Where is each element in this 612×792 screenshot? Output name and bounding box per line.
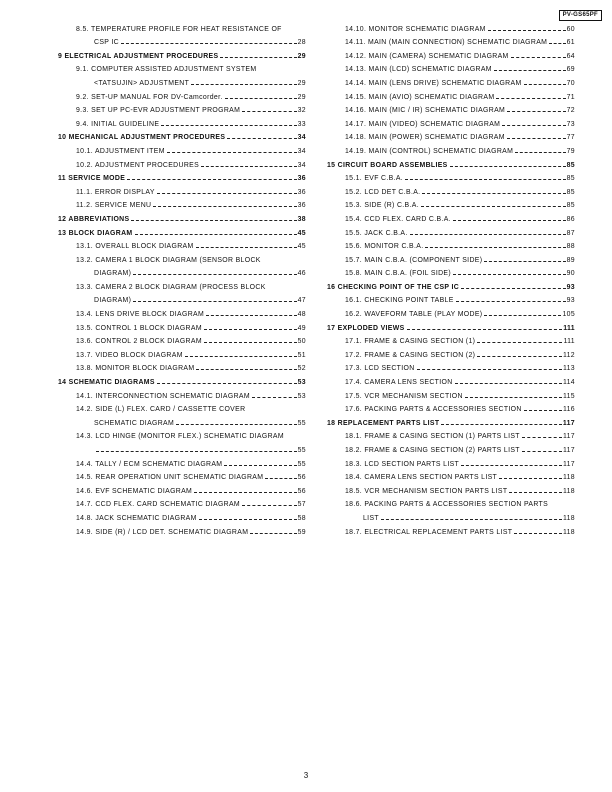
toc-entry-page: 87 xyxy=(566,229,575,237)
toc-entry-page: 28 xyxy=(297,39,306,47)
toc-entry-title: 16.2. WAVEFORM TABLE (PLAY MODE) xyxy=(345,311,483,319)
toc-entry[interactable] xyxy=(327,182,575,196)
toc-entry-page: 46 xyxy=(297,270,306,278)
dot-leader xyxy=(161,125,296,126)
dot-leader xyxy=(206,315,297,316)
toc-entry-page: 85 xyxy=(566,188,575,196)
dot-leader xyxy=(127,179,296,180)
model-badge: PV-GS65PF xyxy=(559,10,602,21)
toc-entry-title: 14.5. REAR OPERATION UNIT SCHEMATIC DIAGRAM xyxy=(76,474,264,482)
toc-entry-page: 85 xyxy=(566,175,575,183)
toc-entry[interactable] xyxy=(327,264,575,278)
dot-leader xyxy=(450,166,566,167)
toc-entry-page: 117 xyxy=(562,460,575,468)
dot-leader xyxy=(131,220,296,221)
toc-entry-title: CSP IC xyxy=(94,39,119,47)
toc-entry[interactable] xyxy=(327,372,575,386)
toc-entry-title: 14.14. MAIN (LENS DRIVE) SCHEMATIC DIAGRAM xyxy=(345,79,522,87)
toc-entry-page: 36 xyxy=(297,202,306,210)
toc-entry-page: 57 xyxy=(297,501,306,509)
dot-leader xyxy=(191,84,296,85)
dot-leader xyxy=(477,342,562,343)
dot-leader xyxy=(461,465,562,466)
toc-entry-page: 93 xyxy=(566,297,575,305)
toc-entry[interactable] xyxy=(58,264,306,278)
toc-entry-page: 90 xyxy=(566,270,575,278)
toc-section-entry[interactable] xyxy=(58,223,306,237)
toc-entry-title: 9.1. COMPUTER ASSISTED ADJUSTMENT SYSTEM xyxy=(76,66,257,74)
toc-entry[interactable] xyxy=(327,481,575,495)
dot-leader xyxy=(522,451,562,452)
dot-leader xyxy=(477,356,562,357)
toc-section-entry[interactable] xyxy=(58,128,306,142)
toc-entry[interactable] xyxy=(327,440,575,454)
toc-entry-title: 14.2. SIDE (L) FLEX. CARD / CASSETTE COVER xyxy=(76,406,246,414)
toc-entry-page: 77 xyxy=(566,134,575,142)
toc-entry[interactable] xyxy=(58,304,306,318)
toc-entry[interactable] xyxy=(327,114,575,128)
toc-entry-page: 32 xyxy=(297,107,306,115)
toc-entry-page: 117 xyxy=(562,447,575,454)
dot-leader xyxy=(524,84,566,85)
dot-leader xyxy=(407,329,563,330)
toc-entry[interactable] xyxy=(327,345,575,359)
toc-entry-title: 18.4. CAMERA LENS SECTION PARTS LIST xyxy=(345,474,498,482)
toc-entry-title: 9.4. INITIAL GUIDELINE xyxy=(76,120,160,128)
toc-entry[interactable] xyxy=(58,101,306,115)
toc-entry-page: 56 xyxy=(297,474,306,482)
toc-entry-page: 85 xyxy=(566,161,575,169)
toc-entry-title: 15.3. SIDE (R) C.B.A. xyxy=(345,202,419,210)
toc-entry[interactable] xyxy=(58,141,306,155)
dot-leader xyxy=(410,234,566,235)
toc-entry-title: DIAGRAM) xyxy=(94,270,132,278)
toc-entry-page: 34 xyxy=(297,134,306,142)
dot-leader xyxy=(242,505,297,506)
toc-entry-page: 118 xyxy=(562,514,575,522)
toc-entry-title: 17.4. CAMERA LENS SECTION xyxy=(345,379,453,387)
toc-entry[interactable] xyxy=(327,454,575,468)
toc-entry-title: 18.5. VCR MECHANISM SECTION PARTS LIST xyxy=(345,487,508,495)
toc-entry-page: 29 xyxy=(297,79,306,87)
dot-leader xyxy=(176,424,297,425)
toc-entry-page: 45 xyxy=(297,229,306,237)
toc-section-entry[interactable] xyxy=(327,155,575,169)
dot-leader xyxy=(133,301,296,302)
toc-entry-title: 14.17. MAIN (VIDEO) SCHEMATIC DIAGRAM xyxy=(345,120,501,128)
toc-entry-title: 17.5. VCR MECHANISM SECTION xyxy=(345,392,463,400)
toc-entry[interactable] xyxy=(58,427,306,441)
toc-entry-page: 93 xyxy=(566,283,575,291)
toc-entry-page: 73 xyxy=(566,120,575,128)
toc-entry-title: 13.1. OVERALL BLOCK DIAGRAM xyxy=(76,243,194,251)
dot-leader xyxy=(135,234,297,235)
toc-entry-page: 47 xyxy=(297,297,306,305)
dot-leader xyxy=(509,492,562,493)
toc-entry-title: 9.2. SET-UP MANUAL FOR DV-Camcorder. xyxy=(76,93,223,101)
dot-leader xyxy=(484,315,561,316)
toc-entry-title: 18.6. PACKING PARTS & ACCESSORIES SECTION PARTS xyxy=(345,501,549,509)
toc-entry-title: 15.6. MONITOR C.B.A. xyxy=(345,243,424,251)
toc-entry-title: 15 CIRCUIT BOARD ASSEMBLIES xyxy=(327,161,448,169)
toc-entry[interactable] xyxy=(327,223,575,237)
toc-entry-page: 117 xyxy=(562,433,575,441)
toc-entry-title: 18.2. FRAME & CASING SECTION (2) PARTS LIST xyxy=(345,447,520,454)
toc-entry-page: 55 xyxy=(297,447,306,454)
page-number: 3 xyxy=(303,771,309,780)
toc-entry[interactable] xyxy=(327,196,575,210)
toc-entry-page: 105 xyxy=(562,311,575,319)
toc-entry-title: 14.8. JACK SCHEMATIC DIAGRAM xyxy=(76,514,197,522)
toc-entry-title: 13.5. CONTROL 1 BLOCK DIAGRAM xyxy=(76,324,202,332)
toc-section-entry[interactable] xyxy=(58,209,306,223)
toc-entry-title: 11.2. SERVICE MENU xyxy=(76,202,152,210)
dot-leader xyxy=(524,410,562,411)
toc-entry[interactable] xyxy=(327,495,575,509)
toc-entry-title: 14.15. MAIN (AVIO) SCHEMATIC DIAGRAM xyxy=(345,93,495,101)
toc-entry[interactable] xyxy=(327,19,575,33)
toc-right-column xyxy=(327,19,575,536)
toc-entry-title: 14.7. CCD FLEX. CARD SCHEMATIC DIAGRAM xyxy=(76,501,241,509)
toc-entry-page: 33 xyxy=(297,120,306,128)
toc-entry-title: 17.2. FRAME & CASING SECTION (2) xyxy=(345,351,476,359)
toc-entry-title: 14.4. TALLY / ECM SCHEMATIC DIAGRAM xyxy=(76,460,223,468)
toc-entry[interactable] xyxy=(58,481,306,495)
toc-entry-title: 18.3. LCD SECTION PARTS LIST xyxy=(345,460,460,468)
toc-entry-title: 13.7. VIDEO BLOCK DIAGRAM xyxy=(76,351,183,359)
toc-section-entry[interactable] xyxy=(58,169,306,183)
dot-leader xyxy=(252,397,297,398)
toc-entry[interactable] xyxy=(58,359,306,373)
toc-left-column xyxy=(58,19,306,536)
dot-leader xyxy=(522,437,562,438)
dot-leader xyxy=(465,397,562,398)
toc-entry-page: 60 xyxy=(566,25,575,33)
dot-leader xyxy=(227,138,296,139)
toc-entry[interactable] xyxy=(58,495,306,509)
toc-entry[interactable] xyxy=(327,73,575,87)
toc-entry-page: 36 xyxy=(297,175,306,183)
toc-entry[interactable] xyxy=(58,413,306,427)
toc-entry-title: 13 BLOCK DIAGRAM xyxy=(58,229,133,237)
dot-leader xyxy=(199,519,297,520)
dot-leader xyxy=(515,152,565,153)
toc-entry-title: 14.13. MAIN (LCD) SCHEMATIC DIAGRAM xyxy=(345,66,492,74)
toc-entry[interactable] xyxy=(58,237,306,251)
dot-leader xyxy=(417,369,562,370)
toc-entry[interactable] xyxy=(327,87,575,101)
toc-entry[interactable] xyxy=(58,87,306,101)
toc-entry[interactable] xyxy=(58,182,306,196)
toc-entry-title: 16 CHECKING POINT OF THE CSP IC xyxy=(327,283,460,291)
toc-entry-title: 14.6. EVF SCHEMATIC DIAGRAM xyxy=(76,487,193,495)
dot-leader xyxy=(204,329,297,330)
dot-leader xyxy=(425,247,565,248)
toc-entry-title: 15.1. EVF C.B.A. xyxy=(345,175,404,183)
dot-leader xyxy=(133,274,296,275)
dot-leader xyxy=(499,478,562,479)
toc-entry[interactable] xyxy=(327,508,575,522)
toc-entry[interactable] xyxy=(327,33,575,47)
toc-entry-page: 29 xyxy=(297,93,306,101)
dot-leader xyxy=(453,274,566,275)
toc-entry-title: DIAGRAM) xyxy=(94,297,132,305)
toc-entry[interactable] xyxy=(58,400,306,414)
toc-entry[interactable] xyxy=(58,250,306,264)
toc-entry-page: 85 xyxy=(566,202,575,210)
toc-entry-title: LIST xyxy=(363,514,379,522)
dot-leader xyxy=(507,111,566,112)
dot-leader xyxy=(514,533,562,534)
toc-entry[interactable] xyxy=(327,250,575,264)
toc-entry-page: 55 xyxy=(297,419,306,427)
toc-entry-title: 10.1. ADJUSTMENT ITEM xyxy=(76,147,165,155)
toc-entry[interactable] xyxy=(58,454,306,468)
toc-entry-page: 38 xyxy=(297,215,306,223)
dot-leader xyxy=(453,220,566,221)
toc-entry-title: 8.5. TEMPERATURE PROFILE FOR HEAT RESISTANCE OF xyxy=(76,25,282,33)
toc-entry-title: <TATSUJIN> ADJUSTMENT xyxy=(94,79,190,87)
dot-leader xyxy=(511,57,566,58)
toc-entry-page: 29 xyxy=(297,52,306,60)
toc-entry[interactable] xyxy=(327,101,575,115)
toc-entry[interactable] xyxy=(58,73,306,87)
dot-leader xyxy=(507,138,566,139)
toc-entry-title: 17.1. FRAME & CASING SECTION (1) xyxy=(345,338,476,346)
dot-leader xyxy=(265,478,296,479)
toc-entry-page: 52 xyxy=(297,365,306,373)
toc-section-entry[interactable] xyxy=(327,318,575,332)
toc-entry-title: 13.3. CAMERA 2 BLOCK DIAGRAM (PROCESS BLOCK xyxy=(76,283,266,291)
dot-leader xyxy=(157,193,297,194)
toc-entry[interactable] xyxy=(58,19,306,33)
toc-entry-page: 48 xyxy=(297,311,306,319)
toc-entry-page: 34 xyxy=(297,161,306,169)
dot-leader xyxy=(201,166,297,167)
toc-entry-title: 11 SERVICE MODE xyxy=(58,175,126,183)
toc-entry[interactable] xyxy=(58,386,306,400)
toc-entry-page: 115 xyxy=(562,392,575,400)
toc-entry[interactable] xyxy=(58,332,306,346)
toc-entry[interactable] xyxy=(327,141,575,155)
toc-entry-title: 14.12. MAIN (CAMERA) SCHEMATIC DIAGRAM xyxy=(345,52,509,60)
dot-leader xyxy=(456,301,566,302)
toc-entry-title: 12 ABBREVIATIONS xyxy=(58,215,130,223)
toc-entry[interactable] xyxy=(58,522,306,536)
toc-entry-title: 14.16. MAIN (MIC / IR) SCHEMATIC DIAGRAM xyxy=(345,107,506,115)
toc-entry-title: 15.7. MAIN C.B.A. (COMPONENT SIDE) xyxy=(345,256,483,264)
toc-entry[interactable] xyxy=(327,304,575,318)
toc-entry-title: 15.2. LCD DET C.B.A. xyxy=(345,188,421,196)
toc-entry-page: 79 xyxy=(566,147,575,155)
toc-entry-title: 15.5. JACK C.B.A. xyxy=(345,229,408,237)
toc-entry-page: 55 xyxy=(297,460,306,468)
toc-entry-page: 56 xyxy=(297,487,306,495)
toc-entry-title: 14.19. MAIN (CONTROL) SCHEMATIC DIAGRAM xyxy=(345,147,514,155)
toc-entry-page: 118 xyxy=(562,487,575,495)
toc-entry-page: 71 xyxy=(566,93,575,101)
toc-entry-title: 17.3. LCD SECTION xyxy=(345,365,415,373)
toc-entry[interactable] xyxy=(327,128,575,142)
toc-entry[interactable] xyxy=(327,468,575,482)
toc-entry-title: 9.3. SET UP PC-EVR ADJUSTMENT PROGRAM xyxy=(76,107,241,115)
dot-leader xyxy=(157,383,297,384)
dot-leader xyxy=(421,206,566,207)
toc-entry-page: 118 xyxy=(562,528,575,536)
toc-entry-title: SCHEMATIC DIAGRAM xyxy=(94,419,175,427)
toc-section-entry[interactable] xyxy=(58,46,306,60)
toc-entry-title: 16.1. CHECKING POINT TABLE xyxy=(345,297,454,305)
toc-section-entry[interactable] xyxy=(58,372,306,386)
dot-leader xyxy=(405,179,566,180)
dot-leader xyxy=(242,111,296,112)
toc-entry-page: 113 xyxy=(562,365,575,373)
toc-entry-page: 117 xyxy=(562,419,575,427)
dot-leader xyxy=(494,70,566,71)
toc-entry-page: 111 xyxy=(563,338,575,346)
toc-entry[interactable] xyxy=(327,332,575,346)
toc-entry[interactable] xyxy=(58,291,306,305)
toc-entry-page: 118 xyxy=(562,474,575,482)
toc-entry-title: 17.6. PACKING PARTS & ACCESSORIES SECTION xyxy=(345,406,522,414)
toc-entry-page: 111 xyxy=(563,324,575,332)
dot-leader xyxy=(194,492,296,493)
dot-leader xyxy=(484,261,565,262)
dot-leader xyxy=(455,383,562,384)
toc-entry-title: 11.1. ERROR DISPLAY xyxy=(76,188,155,196)
dot-leader xyxy=(153,206,296,207)
toc-entry[interactable] xyxy=(327,46,575,60)
toc-entry-page: 69 xyxy=(566,66,575,74)
toc-entry-title: 17 EXPLODED VIEWS xyxy=(327,324,405,332)
toc-entry-page: 89 xyxy=(566,256,575,264)
toc-entry-page: 36 xyxy=(297,188,306,196)
toc-entry[interactable] xyxy=(327,386,575,400)
toc-entry[interactable] xyxy=(58,508,306,522)
toc-entry-page: 61 xyxy=(566,39,575,47)
toc-entry[interactable] xyxy=(327,427,575,441)
toc-section-entry[interactable] xyxy=(327,277,575,291)
dot-leader xyxy=(441,424,561,425)
toc-entry-title: 14.9. SIDE (R) / LCD DET. SCHEMATIC DIAGRAM xyxy=(76,528,249,536)
toc-entry-page: 59 xyxy=(297,528,306,536)
dot-leader xyxy=(381,519,562,520)
toc-entry[interactable] xyxy=(327,400,575,414)
dot-leader xyxy=(185,356,297,357)
toc-entry-title: 10 MECHANICAL ADJUSTMENT PROCEDURES xyxy=(58,134,226,142)
toc-entry[interactable] xyxy=(58,468,306,482)
toc-entry-page: 51 xyxy=(297,351,306,359)
toc-entry-page: 50 xyxy=(297,338,306,346)
toc-entry[interactable] xyxy=(327,60,575,74)
toc-entry[interactable] xyxy=(327,169,575,183)
toc-entry[interactable] xyxy=(58,277,306,291)
toc-entry-page: 58 xyxy=(297,514,306,522)
toc-entry-title: 15.4. CCD FLEX. CARD C.B.A. xyxy=(345,215,451,223)
toc-entry[interactable] xyxy=(327,237,575,251)
toc-entry[interactable] xyxy=(58,60,306,74)
dot-leader xyxy=(196,369,296,370)
toc-entry-page: 114 xyxy=(562,379,575,387)
dot-leader xyxy=(496,98,565,99)
dot-leader xyxy=(96,451,297,452)
toc-entry-page: 45 xyxy=(297,243,306,251)
dot-leader xyxy=(502,125,565,126)
toc-entry-page: 64 xyxy=(566,52,575,60)
toc-entry-title: 18.1. FRAME & CASING SECTION (1) PARTS LIST xyxy=(345,433,520,441)
toc-entry[interactable] xyxy=(58,196,306,210)
toc-entry[interactable] xyxy=(58,345,306,359)
toc-entry-page: 53 xyxy=(297,392,306,400)
dot-leader xyxy=(224,465,296,466)
toc-entry[interactable] xyxy=(58,318,306,332)
toc-entry[interactable] xyxy=(58,440,306,454)
dot-leader xyxy=(121,43,297,44)
toc-entry-title: 10.2. ADJUSTMENT PROCEDURES xyxy=(76,161,200,169)
toc-entry[interactable] xyxy=(58,33,306,47)
toc-entry-title: 13.6. CONTROL 2 BLOCK DIAGRAM xyxy=(76,338,202,346)
toc-entry-title: 14.10. MONITOR SCHEMATIC DIAGRAM xyxy=(345,25,486,33)
toc-entry-title: 18 REPLACEMENT PARTS LIST xyxy=(327,419,440,427)
toc-entry[interactable] xyxy=(327,291,575,305)
toc-entry-page: 86 xyxy=(566,215,575,223)
toc-entry-page: 53 xyxy=(297,379,306,387)
toc-entry[interactable] xyxy=(58,114,306,128)
dot-leader xyxy=(196,247,297,248)
toc-section-entry[interactable] xyxy=(327,413,575,427)
toc-entry[interactable] xyxy=(327,522,575,536)
toc-entry[interactable] xyxy=(327,359,575,373)
toc-entry-page: 88 xyxy=(566,243,575,251)
toc-entry-title: 15.8. MAIN C.B.A. (FOIL SIDE) xyxy=(345,270,452,278)
toc-entry-page: 72 xyxy=(566,107,575,115)
dot-leader xyxy=(250,533,296,534)
toc-entry-title: 14.11. MAIN (MAIN CONNECTION) SCHEMATIC DIAGRAM xyxy=(345,39,548,47)
dot-leader xyxy=(220,57,296,58)
toc-entry-title: 13.2. CAMERA 1 BLOCK DIAGRAM (SENSOR BLOCK xyxy=(76,256,261,264)
dot-leader xyxy=(225,98,297,99)
toc-entry-page: 70 xyxy=(566,79,575,87)
toc-entry-title: 14.18. MAIN (POWER) SCHEMATIC DIAGRAM xyxy=(345,134,505,142)
dot-leader xyxy=(422,193,565,194)
toc-entry-page: 34 xyxy=(297,147,306,155)
dot-leader xyxy=(549,43,565,44)
toc-entry-page: 49 xyxy=(297,324,306,332)
toc-entry-title: 18.7. ELECTRICAL REPLACEMENT PARTS LIST xyxy=(345,528,513,536)
toc-entry-title: 13.4. LENS DRIVE BLOCK DIAGRAM xyxy=(76,311,205,319)
toc-entry-title: 14.1. INTERCONNECTION SCHEMATIC DIAGRAM xyxy=(76,392,250,400)
toc-entry[interactable] xyxy=(58,155,306,169)
dot-leader xyxy=(461,288,566,289)
dot-leader xyxy=(167,152,297,153)
toc-entry-page: 116 xyxy=(562,406,575,414)
toc-entry[interactable] xyxy=(327,209,575,223)
toc-entry-title: 9 ELECTRICAL ADJUSTMENT PROCEDURES xyxy=(58,52,219,60)
dot-leader xyxy=(488,30,566,31)
toc-entry-title: 14 SCHEMATIC DIAGRAMS xyxy=(58,379,155,387)
toc-entry-title: 13.8. MONITOR BLOCK DIAGRAM xyxy=(76,365,195,373)
toc-entry-title: 14.3. LCD HINGE (MONITOR FLEX.) SCHEMATIC DIAGRAM xyxy=(76,433,284,441)
toc-entry-page: 112 xyxy=(562,351,575,359)
dot-leader xyxy=(204,342,297,343)
